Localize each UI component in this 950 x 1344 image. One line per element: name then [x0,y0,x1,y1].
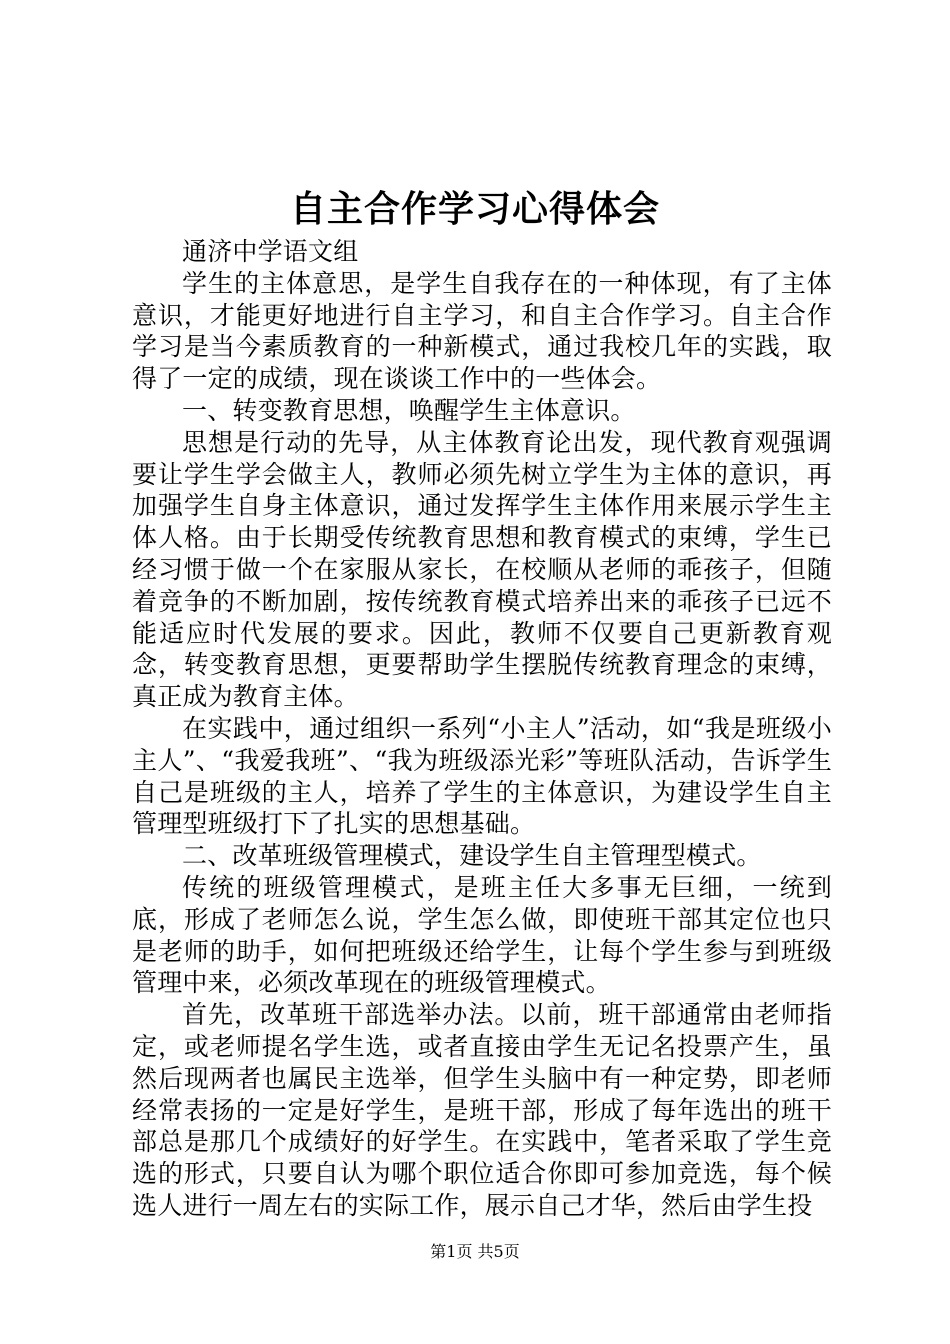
document-body [132,236,832,1222]
section-heading-2: 二、改革班级管理模式，建设学生自主管理型模式。 [182,841,762,871]
paragraph-section-2-a: 传统的班级管理模式，是班主任大多事无巨细，一统到底，形成了老师怎么说，学生怎么做，即使班干部其定位也只是老师的助手，如何把班级还给学生，让每个学生参与到班级管理中来，必须改革现在的班级管理模式。 [132,872,832,998]
section-heading-1: 一、转变教育思想，唤醒学生主体意识。 [182,395,636,425]
paragraph-section-2-b: 首先，改革班干部选举办法。以前，班干部通常由老师指定，或老师提名学生选，或者直接由学生无记名投票产生，虽然后现两者也属民主选举，但学生头脑中有一种定势，即老师经常表扬的一定是好学生，是班干部，形成了每年选出的班干部总是那几个成绩好的好学生。在实践中，笔者采取了学生竞选的形式，只要自认为哪个职位适合你即可参加竞选，每个候选人进行一周左右的实际工作，展示自己才华，然后由学生投 [132,1000,832,1220]
page-footer: 第1页 共5页 [430,1242,520,1261]
paragraph-intro: 学生的主体意思，是学生自我存在的一种体现，有了主体意识，才能更好地进行自主学习，和自主合作学习。自主合作学习是当今素质教育的一种新模式，通过我校几年的实践，取得了一定的成绩，现在谈谈工作中的一些体会。 [132,268,832,394]
paragraph-section-1-a: 思想是行动的先导，从主体教育论出发，现代教育观强调要让学生学会做主人，教师必须先树立学生为主体的意识，再加强学生自身主体意识，通过发挥学生主体作用来展示学生主体人格。由于长期受传统教育思想和教育模式的束缚，学生已经习惯于做一个在家服从家长，在校顺从老师的乖孩子，但随着竞争的不断加剧，按传统教育模式培养出来的乖孩子已远不能适应时代发展的要求。因此，教师不仅要自己更新教育观念，转变教育思想，更要帮助学生摆脱传统教育理念的束缚，真正成为教育主体。 [132,427,832,712]
document-title: 自主合作学习心得体会 [289,188,660,230]
author-line: 通济中学语文组 [182,237,359,266]
paragraph-section-1-b: 在实践中，通过组织一系列“小主人”活动，如“我是班级小主人”、“我爱我班”、“我为班级添光彩”等班队活动，告诉学生自己是班级的主人，培养了学生的主体意识，为建设学生自主管理型班级打下了扎实的思想基础。 [132,713,832,839]
